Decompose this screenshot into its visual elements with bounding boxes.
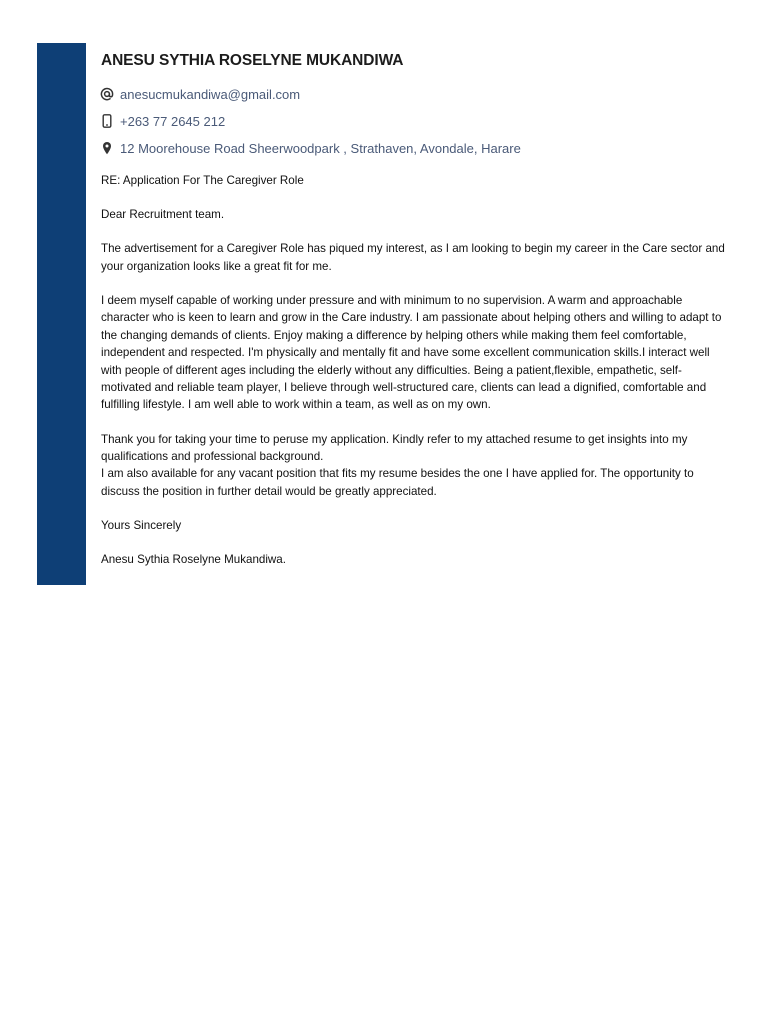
accent-sidebar-bar (37, 43, 86, 585)
mobile-phone-icon (100, 113, 114, 129)
letter-signature: Anesu Sythia Roselyne Mukandiwa. (101, 553, 286, 567)
map-pin-icon (100, 140, 114, 156)
letter-subject: RE: Application For The Caregiver Role (101, 174, 304, 187)
contact-phone-row (101, 110, 729, 132)
contact-address: 12 Moorehouse Road Sheerwoodpark , Strathaven, Avondale, Harare (120, 140, 521, 156)
letter-paragraph-1: The advertisement for a Caregiver Role has piqued my interest, as I am looking to begin my career in the Care sector and your organization looks like a great fit for me. (101, 242, 725, 273)
contact-phone: +263 77 2645 212 (120, 113, 226, 129)
contact-email-row (101, 83, 729, 105)
contact-address-row (101, 137, 729, 159)
at-icon (100, 86, 114, 102)
cover-letter (101, 50, 729, 585)
letter-paragraph-3 (101, 431, 729, 501)
letter-body (101, 172, 729, 569)
letter-closing: Yours Sincerely (101, 519, 182, 533)
contact-email[interactable]: anesucmukandiwa@gmail.com (120, 86, 301, 102)
letter-salutation: Dear Recruitment team. (101, 208, 225, 222)
letter-paragraph-2: I deem myself capable of working under pressure and with minimum to no supervision. A warm and approachable character who is keen to learn and grow in the Care industry. I am passionate about helping others and willing to adapt to the changing demands of clients. Enjoy making a difference by helping others while making them feel comfortable, independent and respected. I'm physically and mentally fit and have some excellent communication skills.I interact well with people of different ages including the elderly without any difficulties. Being a patient,flexible, empathetic, self-motivated and reliable team player, I believe through well-structured care, clients can lead a dignified, comfortable and fulfilling lifestyle. I am well able to work within a team, as well as on my own. (101, 294, 722, 412)
letter-paragraph-3-line-1: Thank you for taking your time to peruse my application. Kindly refer to my attached resume to get insights into my qualifications and professional background. (101, 432, 688, 464)
letter-paragraph-3-line-2: I am also available for any vacant position that fits my resume besides the one I have applied for. The opportunity to discuss the position in further detail would be greatly appreciated. (101, 467, 694, 498)
applicant-name: ANESU SYTHIA ROSELYNE MUKANDIWA (101, 52, 404, 69)
